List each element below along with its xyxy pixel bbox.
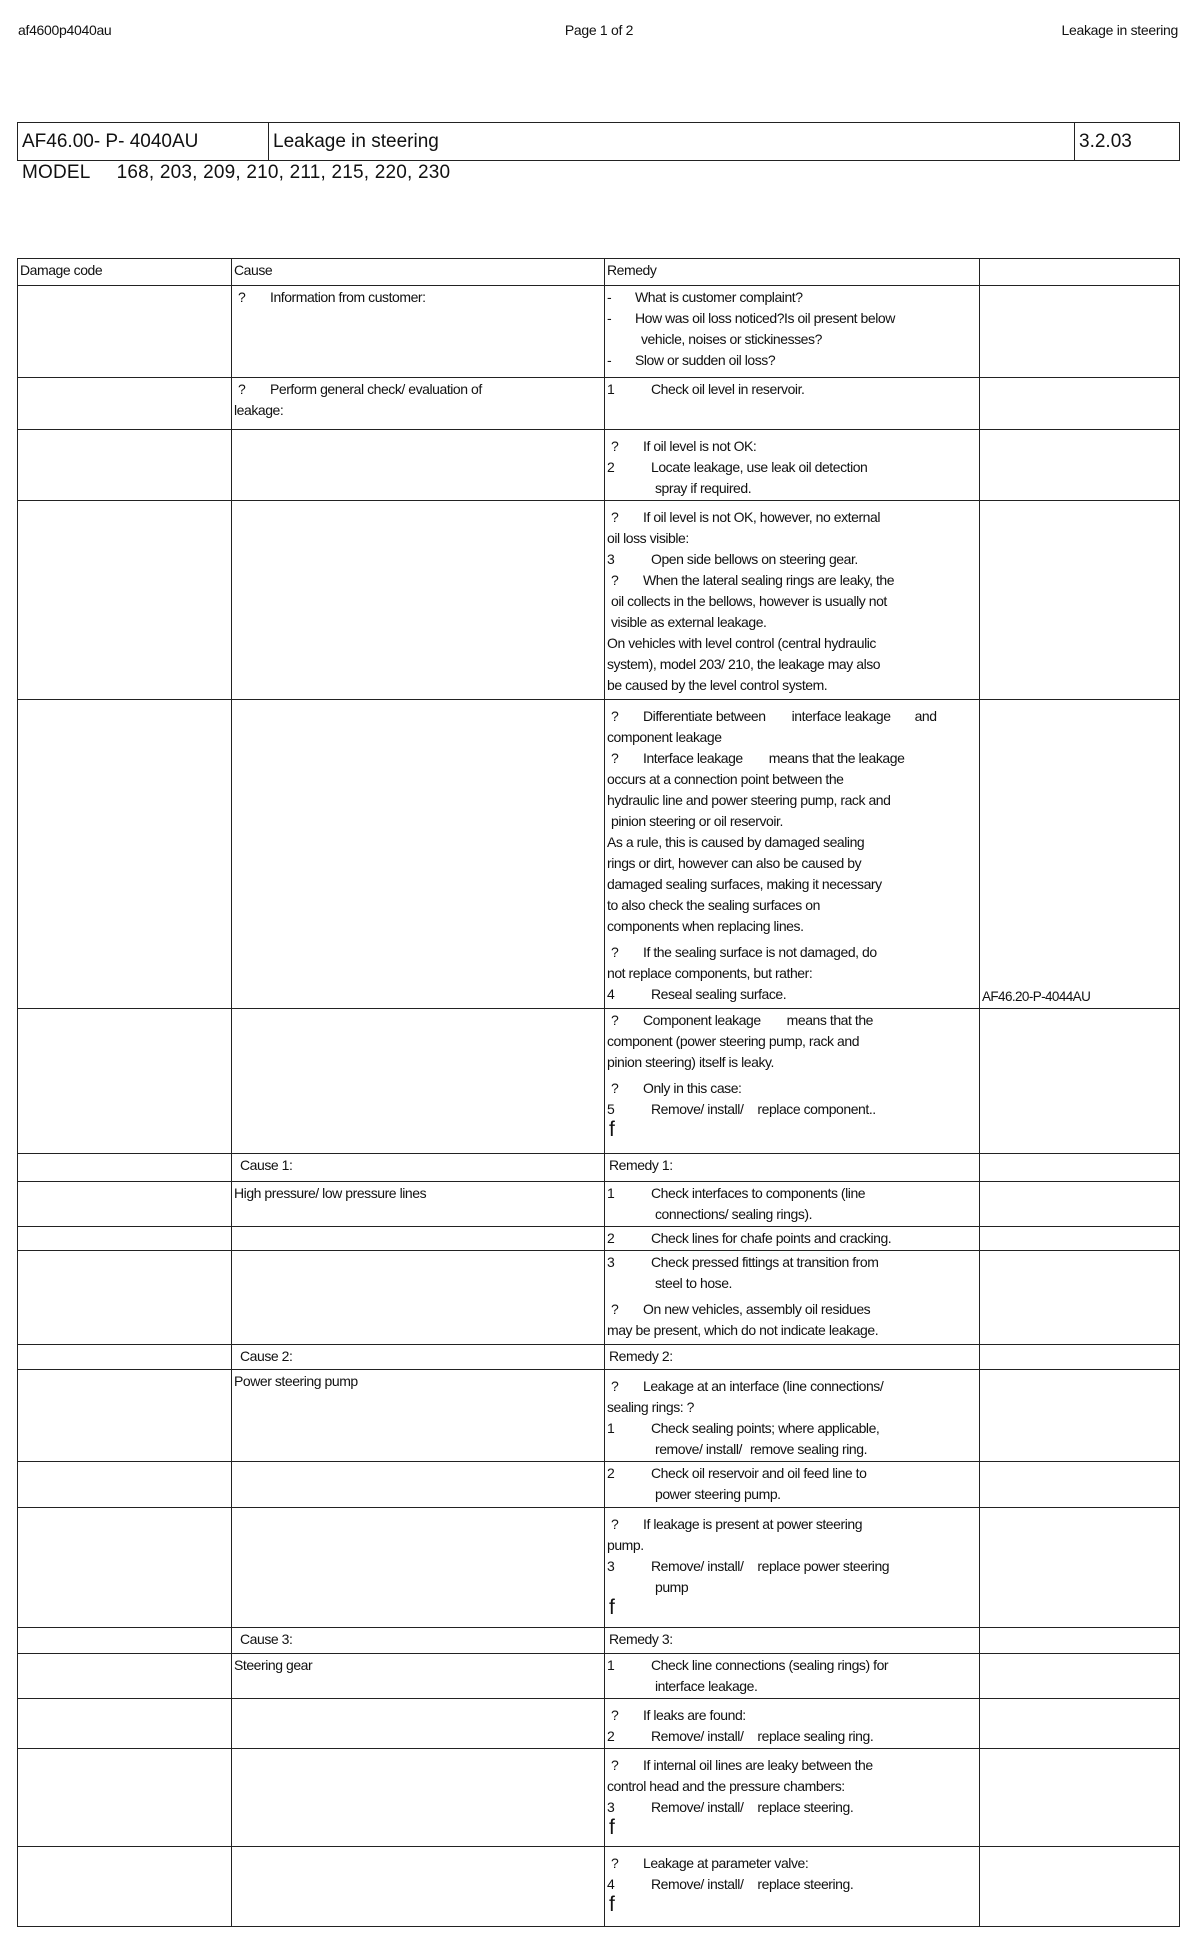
header-remedy: Remedy	[605, 259, 980, 286]
remedy-heading: Remedy 2:	[605, 1345, 980, 1370]
model-label: MODEL	[22, 162, 91, 183]
cause-part: High pressure/ low pressure lines	[232, 1182, 605, 1227]
cause-text: Perform general check/ evaluation of	[270, 381, 482, 397]
remedy-text: Locate leakage, use leak oil detection	[651, 459, 868, 475]
cause-heading: Cause 3:	[232, 1628, 605, 1654]
remedy-text: interface leakage.	[655, 1678, 758, 1694]
remedy-text: replace power steering	[757, 1558, 890, 1574]
remedy-text: How was oil loss noticed?Is oil present below	[635, 310, 895, 326]
cause-text: leakage:	[234, 402, 284, 418]
remedy-text: power steering pump.	[655, 1486, 781, 1502]
arrow-icon: f	[609, 1893, 615, 1916]
table-header	[18, 259, 1180, 286]
remedy-text: spray if required.	[655, 480, 752, 496]
remedy-text: Check oil level in reservoir.	[651, 381, 805, 397]
remedy-text: replace component..	[757, 1101, 876, 1117]
remedy-text: and	[914, 708, 937, 724]
step-number: 1	[607, 1657, 615, 1673]
dash: -	[607, 310, 612, 326]
remedy-text: means that the leakage	[768, 750, 905, 766]
cause-heading: Cause 2:	[232, 1345, 605, 1370]
header-reference	[980, 259, 1180, 286]
table-row	[18, 1462, 1180, 1508]
remedy-text: Check pressed fittings at transition from	[651, 1254, 879, 1270]
remedy-text: Check line connections (sealing rings) for	[651, 1657, 889, 1673]
header-cause: Cause	[232, 259, 605, 286]
remedy-text: pinion steering or oil reservoir.	[611, 813, 783, 829]
bullet: ?	[611, 1707, 619, 1723]
remedy-text: If internal oil lines are leaky between the	[643, 1757, 873, 1773]
bullet: ?	[611, 572, 619, 588]
model-line	[22, 162, 450, 184]
remedy-text: Remove/ install/	[651, 1799, 744, 1815]
remedy-text: Leakage at parameter valve:	[643, 1855, 809, 1871]
remedy-text: visible as external leakage.	[611, 614, 767, 630]
bullet: ?	[611, 1757, 619, 1773]
step-number: 1	[607, 1420, 615, 1436]
table-row	[18, 1749, 1180, 1847]
remedy-text: component leakage	[607, 729, 722, 745]
remedy-text: sealing rings:	[607, 1399, 684, 1415]
page-header-left: af4600p4040au	[18, 22, 112, 38]
remedy-text: components when replacing lines.	[607, 918, 804, 934]
remedy-text: replace steering.	[757, 1799, 854, 1815]
page-number: Page 1 of 2	[564, 22, 634, 38]
table-row	[18, 1699, 1180, 1749]
table-row	[18, 1251, 1180, 1345]
bullet: ?	[611, 750, 619, 766]
remedy-text: Remove/ install/	[651, 1558, 744, 1574]
page-header-right: Leakage in steering	[1061, 22, 1178, 38]
cause-text: Information from customer:	[270, 289, 426, 305]
remedy-text: means that the	[786, 1012, 873, 1028]
remedy-text: remove/ install/	[655, 1441, 742, 1457]
remedy-text: remove sealing ring.	[749, 1441, 868, 1457]
remedy-text: Open side bellows on steering gear.	[651, 551, 858, 567]
bullet: ?	[611, 438, 619, 454]
remedy-heading: Remedy 1:	[605, 1154, 980, 1182]
bullet: ?	[686, 1399, 694, 1415]
remedy-text: control head and the pressure chambers:	[607, 1778, 845, 1794]
step-number: 1	[607, 1185, 615, 1201]
remedy-text: not replace components, but rather:	[607, 965, 813, 981]
table-row	[18, 1182, 1180, 1227]
remedy-text: When the lateral sealing rings are leaky, the	[643, 572, 895, 588]
bullet: ?	[611, 1080, 619, 1096]
table-row	[18, 501, 1180, 700]
remedy-heading: Remedy 3:	[605, 1628, 980, 1654]
remedy-text: If the sealing surface is not damaged, do	[643, 944, 877, 960]
remedy-text: Remove/ install/	[651, 1876, 744, 1892]
step-number: 4	[607, 1876, 615, 1892]
document-title: Leakage in steering	[269, 123, 1075, 161]
step-number: 2	[607, 1230, 615, 1246]
cause-heading: Cause 1:	[232, 1154, 605, 1182]
bullet: ?	[611, 944, 619, 960]
step-number: 2	[607, 459, 615, 475]
remedy-text: Check interfaces to components (line	[651, 1185, 866, 1201]
arrow-icon: f	[609, 1596, 615, 1619]
table-row	[18, 1508, 1180, 1628]
remedy-text: oil loss visible:	[607, 530, 689, 546]
remedy-text: pump.	[607, 1537, 644, 1553]
table-row	[18, 1009, 1180, 1154]
remedy-text: rings or dirt, however can also be caused by	[607, 855, 862, 871]
diagnosis-table	[17, 258, 1180, 1927]
step-number: 3	[607, 1558, 615, 1574]
cause-part: Power steering pump	[232, 1370, 605, 1462]
document-code: AF46.00- P- 4040AU	[18, 123, 269, 161]
remedy-text: What is customer complaint?	[635, 289, 803, 305]
table-row	[18, 286, 1180, 378]
remedy-text: hydraulic line and power steering pump, rack and	[607, 792, 891, 808]
arrow-icon: f	[609, 1816, 615, 1839]
document-number: 3.2.03	[1075, 123, 1180, 161]
remedy-text: As a rule, this is caused by damaged sealing	[607, 834, 865, 850]
step-number: 3	[607, 1254, 615, 1270]
table-row	[18, 1628, 1180, 1654]
table-row	[18, 1370, 1180, 1462]
remedy-text: system), model 203/ 210, the leakage may also	[607, 656, 881, 672]
bullet: ?	[611, 1378, 619, 1394]
remedy-text: Differentiate between	[643, 708, 766, 724]
dash: -	[607, 289, 612, 305]
bullet: ?	[611, 1516, 619, 1532]
remedy-text: Check oil reservoir and oil feed line to	[651, 1465, 867, 1481]
bullet: ?	[611, 1855, 619, 1871]
remedy-text: Leakage at an interface (line connections/	[643, 1378, 884, 1394]
step-number: 3	[607, 1799, 615, 1815]
remedy-text: If oil level is not OK:	[643, 438, 757, 454]
arrow-icon: f	[609, 1118, 615, 1141]
remedy-text: replace sealing ring.	[757, 1728, 874, 1744]
table-row	[18, 1345, 1180, 1370]
dash: -	[607, 352, 612, 368]
remedy-text: If leaks are found:	[643, 1707, 746, 1723]
bullet: ?	[611, 1012, 619, 1028]
table-row	[18, 1847, 1180, 1927]
remedy-text: damaged sealing surfaces, making it necessary	[607, 876, 882, 892]
bullet: ?	[611, 1301, 619, 1317]
step-number: 4	[607, 986, 615, 1002]
bullet: ?	[611, 509, 619, 525]
table-row	[18, 1154, 1180, 1182]
cause-part: Steering gear	[232, 1654, 605, 1699]
bullet: ?	[611, 708, 619, 724]
remedy-text: may be present, which do not indicate leakage.	[607, 1322, 879, 1338]
remedy-text: Check lines for chafe points and cracking.	[651, 1230, 892, 1246]
remedy-text: pump	[655, 1579, 689, 1595]
step-number: 2	[607, 1728, 615, 1744]
step-number: 3	[607, 551, 615, 567]
table-row	[18, 378, 1180, 430]
remedy-text: be caused by the level control system.	[607, 677, 828, 693]
title-block	[17, 122, 1180, 161]
model-values: 168, 203, 209, 210, 211, 215, 220, 230	[116, 162, 451, 183]
header-damage-code: Damage code	[18, 259, 232, 286]
table-row	[18, 1227, 1180, 1251]
table-row	[18, 700, 1180, 1009]
remedy-text: component (power steering pump, rack and	[607, 1033, 860, 1049]
remedy-text: Interface leakage	[643, 750, 743, 766]
remedy-text: Remove/ install/	[651, 1101, 744, 1117]
remedy-text: pinion steering) itself is leaky.	[607, 1054, 774, 1070]
bullet: ?	[238, 289, 246, 305]
remedy-text: If leakage is present at power steering	[643, 1516, 863, 1532]
remedy-text: Component leakage	[643, 1012, 761, 1028]
reference-link[interactable]: AF46.20-P-4044AU	[980, 700, 1180, 1009]
remedy-text: connections/ sealing rings).	[655, 1206, 813, 1222]
remedy-text: If oil level is not OK, however, no external	[643, 509, 880, 525]
step-number: 5	[607, 1101, 615, 1117]
remedy-text: On new vehicles, assembly oil residues	[643, 1301, 871, 1317]
remedy-text: Check sealing points; where applicable,	[651, 1420, 880, 1436]
remedy-text: Slow or sudden oil loss?	[635, 352, 776, 368]
remedy-text: replace steering.	[757, 1876, 854, 1892]
step-number: 1	[607, 381, 615, 397]
table-row	[18, 430, 1180, 501]
remedy-text: vehicle, noises or stickinesses?	[641, 331, 822, 347]
step-number: 2	[607, 1465, 615, 1481]
table-row	[18, 1654, 1180, 1699]
remedy-text: Remove/ install/	[651, 1728, 744, 1744]
remedy-text: to also check the sealing surfaces on	[607, 897, 820, 913]
remedy-text: oil collects in the bellows, however is usually not	[611, 593, 887, 609]
remedy-text: occurs at a connection point between the	[607, 771, 844, 787]
remedy-text: On vehicles with level control (central hydraulic	[607, 635, 876, 651]
remedy-text: steel to hose.	[655, 1275, 732, 1291]
remedy-text: Reseal sealing surface.	[651, 986, 787, 1002]
bullet: ?	[238, 381, 246, 397]
remedy-text: Only in this case:	[643, 1080, 742, 1096]
remedy-text: interface leakage	[791, 708, 891, 724]
